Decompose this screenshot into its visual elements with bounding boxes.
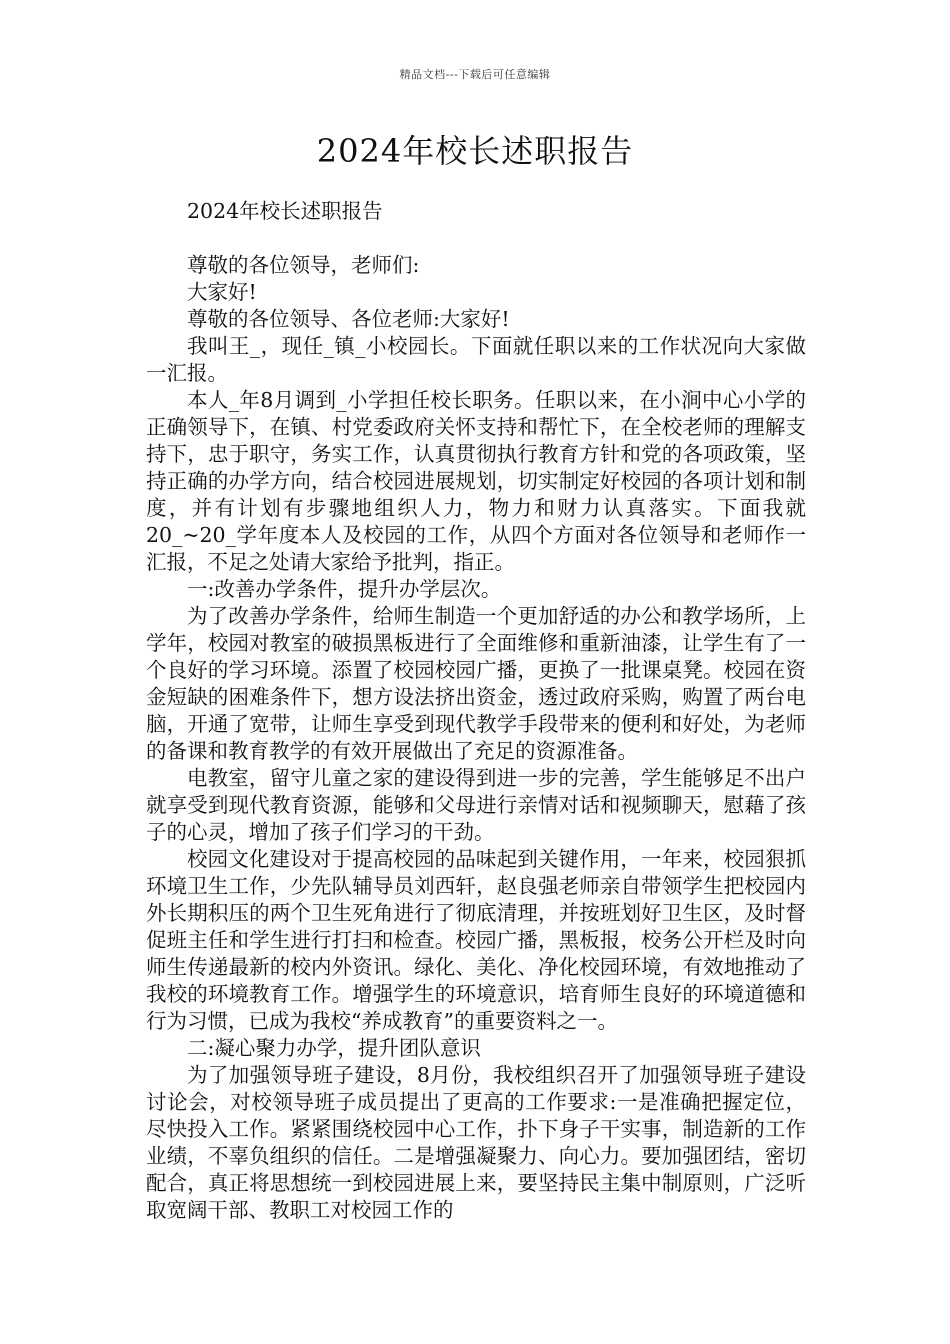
paragraph-overview: 本人_年8月调到_小学担任校长职务。任职以来，在小涧中心小学的正确领导下，在镇、村党委政府关怀支持和帮忙下，在全校老师的理解支持下，忠于职守，务实工作，认真贯彻执行教育方针和党的各项政策，坚持正确的办学方向，结合校园进展规划，切实制定好校园的各项计划和制度，并有计划有步骤地组织人力，物力和财力认真落实。下面我就20_~20_学年度本人及校园的工作，从四个方面对各位领导和老师作一汇报，不足之处请大家给予批判，指正。 [146, 388, 806, 574]
paragraph-conditions: 为了改善办学条件，给师生制造一个更加舒适的办公和教学场所，上学年，校园对教室的破损黑板进行了全面维修和重新油漆，让学生有了一个良好的学习环境。添置了校园校园广播，更换了一批课桌凳。校园在资金短缺的困难条件下，想方设法挤出资金，透过政府采购，购置了两台电脑，开通了宽带，让师生享受到现代教学手段带来的便利和好处，为老师的备课和教育教学的有效开展做出了充足的资源准备。 [146, 604, 806, 763]
section-heading-2: 二:凝心聚力办学，提升团队意识 [187, 1036, 481, 1060]
paragraph-culture: 校园文化建设对于提高校园的品味起到关键作用，一年来，校园狠抓环境卫生工作，少先队辅导员刘西轩，赵良强老师亲自带领学生把校园内外长期积压的两个卫生死角进行了彻底清理，并按班划好卫生区，及时督促班主任和学生进行打扫和检查。校园广播，黑板报，校务公开栏及时向师生传递最新的校内外资讯。绿化、美化、净化校园环境，有效地推动了我校的环境教育工作。增强学生的环境意识，培育师生良好的环境道德和行为习惯，已成为我校“养成教育”的重要资料之一。 [146, 847, 806, 1033]
document-body [146, 198, 806, 1224]
document-title: 2024年校长述职报告 [316, 132, 634, 170]
paragraph-greeting-2: 尊敬的各位领导、各位老师:大家好! [187, 307, 510, 331]
section-heading-1: 一:改善办学条件，提升办学层次。 [187, 577, 502, 601]
paragraph-e-classroom: 电教室，留守儿童之家的建设得到进一步的完善，学生能够足不出户就享受到现代教育资源，能够和父母进行亲情对话和视频聊天，慰藉了孩子的心灵，增加了孩子们学习的干劲。 [146, 766, 806, 844]
paragraph-intro: 我叫王_，现任_镇_小校园长。下面就任职以来的工作状况向大家做一汇报。 [146, 334, 806, 385]
page-header: 精品文档---下载后可任意编辑 [399, 68, 551, 81]
paragraph-greeting: 大家好! [187, 280, 257, 304]
document-subtitle: 2024年校长述职报告 [187, 199, 383, 223]
paragraph-leadership: 为了加强领导班子建设，8月份，我校组织召开了加强领导班子建设讨论会，对校领导班子成员提出了更高的工作要求:一是准确把握定位，尽快投入工作。紧紧围绕校园中心工作，扑下身子干实事，制造新的工作业绩，不辜负组织的信任。二是增强凝聚力、向心力。要加强团结，密切配合，真正将思想统一到校园进展上来，要坚持民主集中制原则，广泛听取宽阔干部、教职工对校园工作的 [146, 1063, 806, 1222]
paragraph-salutation: 尊敬的各位领导，老师们: [187, 253, 420, 277]
